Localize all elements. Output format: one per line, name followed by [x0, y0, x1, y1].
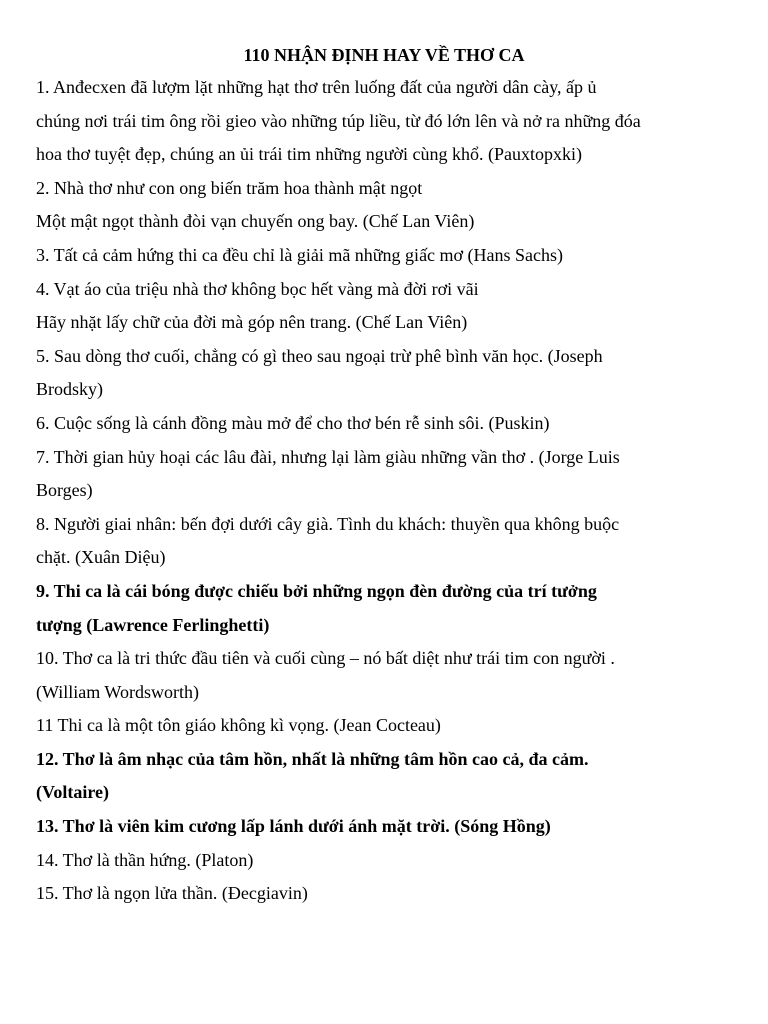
- text-line: 2. Nhà thơ như con ong biến trăm hoa thành mật ngọt: [36, 177, 423, 198]
- text-line: 9. Thi ca là cái bóng được chiếu bởi những ngọn đèn đường của trí tưởng: [36, 580, 597, 601]
- text-line: 1. Anđecxen đã lượm lặt những hạt thơ trên luống đất của người dân cày, ấp ủ: [36, 77, 597, 97]
- text-line: 5. Sau dòng thơ cuối, chẳng có gì theo sau ngoại trừ phê bình văn học. (Joseph: [36, 345, 603, 366]
- text-line: chặt. (Xuân Diệu): [36, 547, 166, 568]
- text-line: Một mật ngọt thành đòi vạn chuyến ong bay. (Chế Lan Viên): [36, 211, 475, 232]
- text-line: 4. Vạt áo của triệu nhà thơ không bọc hết vàng mà đời rơi vãi: [36, 278, 479, 299]
- document-title: 110 NHẬN ĐỊNH HAY VỀ THƠ CA: [243, 45, 525, 65]
- text-line: (Voltaire): [36, 782, 109, 803]
- text-line: (William Wordsworth): [36, 681, 199, 702]
- text-line: 12. Thơ là âm nhạc của tâm hồn, nhất là những tâm hồn cao cả, đa cảm.: [36, 748, 589, 769]
- text-line: Hãy nhặt lấy chữ của đời mà góp nên trang. (Chế Lan Viên): [36, 312, 468, 333]
- text-line: Borges): [36, 480, 93, 501]
- text-line: hoa thơ tuyệt đẹp, chúng an ủi trái tim những người cùng khổ. (Pauxtopxki): [36, 144, 582, 165]
- text-line: 15. Thơ là ngọn lửa thần. (Đecgiavin): [36, 883, 308, 904]
- text-line: 8. Người giai nhân: bến đợi dưới cây già. Tình du khách: thuyền qua không buộc: [36, 513, 620, 534]
- text-line: 10. Thơ ca là tri thức đầu tiên và cuối cùng – nó bất diệt như trái tim con người .: [36, 648, 615, 669]
- text-line: 3. Tất cả cảm hứng thi ca đều chỉ là giải mã những giấc mơ (Hans Sachs): [36, 244, 564, 265]
- text-line: Brodsky): [36, 379, 103, 400]
- text-line: chúng nơi trái tim ông rồi gieo vào những túp liều, từ đó lớn lên và nở ra những đóa: [36, 110, 641, 131]
- text-line: 7. Thời gian hủy hoại các lâu đài, nhưng lại làm giàu những vần thơ . (Jorge Luis: [36, 446, 620, 467]
- text-line: 13. Thơ là viên kim cương lấp lánh dưới ánh mặt trời. (Sóng Hồng): [36, 816, 551, 837]
- text-line: 11 Thi ca là một tôn giáo không kì vọng. (Jean Cocteau): [36, 715, 441, 736]
- text-line: 14. Thơ là thần hứng. (Platon): [36, 849, 254, 870]
- document-body: [36, 71, 732, 911]
- text-line: tượng (Lawrence Ferlinghetti): [36, 614, 270, 635]
- text-line: 6. Cuộc sống là cánh đồng màu mở để cho thơ bén rễ sinh sôi. (Puskin): [36, 412, 550, 433]
